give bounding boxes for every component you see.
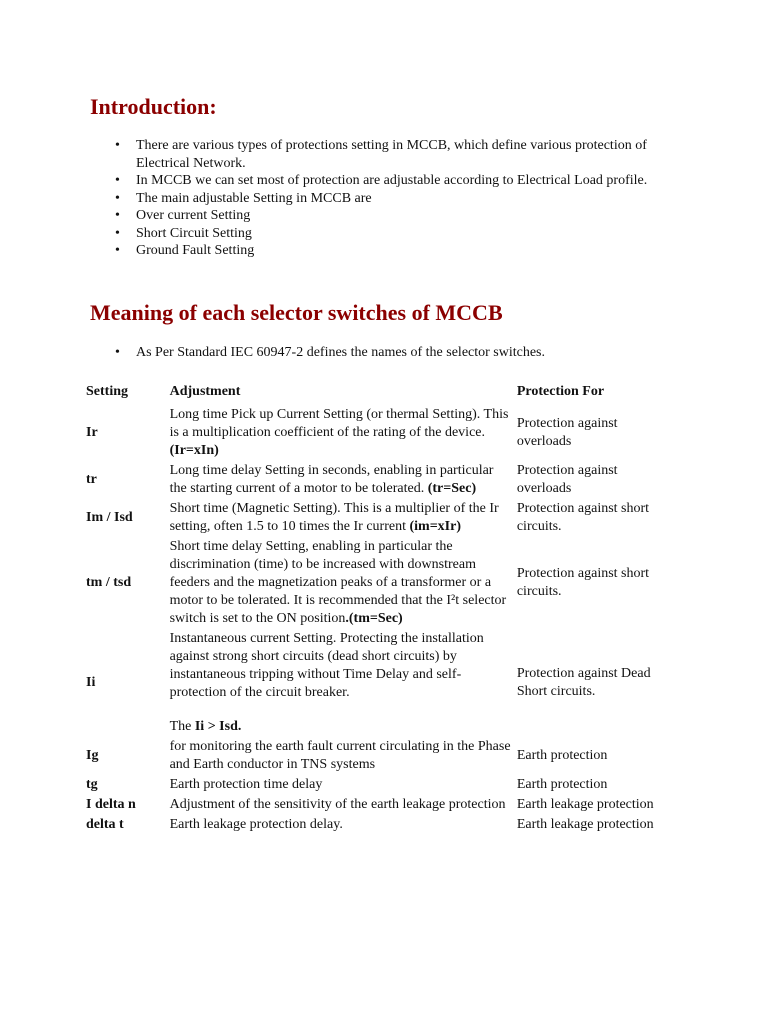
formula: (im=xIr) (409, 519, 461, 534)
bullet-icon: • (115, 190, 120, 206)
adjustment-cell: Earth leakage protection delay. (169, 817, 343, 832)
introduction-list (91, 137, 681, 260)
protection-cell: Earth leakage protection (516, 817, 654, 832)
list-item: • In MCCB we can set most of protection are adjustable according to Electrical Load profile. (115, 173, 648, 188)
protection-cell: Protection against overloads (516, 463, 618, 496)
header-adjustment: Adjustment (169, 384, 241, 399)
table-row (84, 537, 664, 629)
table-row (84, 499, 664, 537)
adjustment-cell: Long time Pick up Current Setting (or thermal Setting). This is a multiplication coefficient of the rating of the device. (Ir=xIn) (169, 407, 509, 458)
introduction-heading: Introduction: (90, 94, 217, 119)
protection-cell: Protection against overloads (516, 416, 618, 449)
table-header-row (84, 381, 664, 405)
protection-cell: Earth leakage protection (516, 797, 654, 812)
meaning-heading: Meaning of each selector switches of MCCB (90, 300, 503, 325)
adjustment-cell: Short time (Magnetic Setting). This is a multiplier of the Ir setting, often 1.5 to 10 times the Ir current (im=xIr) (169, 501, 499, 534)
list-item: • The main adjustable Setting in MCCB are (115, 190, 372, 206)
protection-cell: Protection against short circuits. (516, 501, 650, 534)
table-row (84, 815, 664, 835)
list-item: • As Per Standard IEC 60947-2 defines the names of the selector switches. (115, 345, 546, 360)
bullet-icon: • (115, 243, 120, 258)
setting-cell: Ii (86, 675, 96, 690)
adjustment-cell: Adjustment of the sensitivity of the earth leakage protection (169, 797, 506, 812)
setting-cell: delta t (86, 817, 124, 832)
adjustment-cell: Long time delay Setting in seconds, enabling in particular the starting current of a motor to be tolerated. (tr=Sec) (169, 463, 494, 496)
setting-cell: Ir (86, 425, 98, 440)
setting-cell: I delta n (86, 797, 136, 812)
bullet-icon: • (115, 225, 120, 241)
settings-table (84, 381, 664, 835)
bullet-icon: • (115, 173, 120, 188)
adjustment-cell: Short time delay Setting, enabling in particular the discrimination (time) to be increased with downstream feeders and the magnetization peaks of a transformer or a motor to be tolerated. It is recommended that the I²t selector switch is set to the ON position.(tm=Sec) (169, 539, 507, 626)
table-row (84, 775, 664, 795)
note: The Ii > Isd. (169, 719, 242, 734)
list-item: • Short Circuit Setting (115, 225, 252, 241)
table-row (84, 795, 664, 815)
formula: .(tm=Sec) (345, 611, 403, 626)
list-item: • Over current Setting (115, 208, 251, 223)
protection-cell: Protection against short circuits. (516, 566, 650, 599)
setting-cell: Ig (86, 748, 99, 763)
adjustment-cell: Instantaneous current Setting. Protecting the installation against strong short circuits (dead short circuits) by instantaneous tripping without Time Delay and self-protection of the circuit breaker. The Ii > Isd. (168, 629, 515, 737)
table-row (84, 461, 664, 499)
bullet-icon: • (115, 138, 120, 153)
table-row (84, 405, 664, 461)
header-protection: Protection For (516, 384, 605, 399)
formula: (Ir=xIn) (169, 443, 219, 458)
list-item: • Ground Fault Setting (115, 243, 255, 258)
protection-cell: Earth protection (516, 777, 608, 792)
adjustment-cell: for monitoring the earth fault current circulating in the Phase and Earth conductor in TNS systems (169, 739, 511, 772)
setting-cell: Im / Isd (86, 510, 133, 525)
table-row (84, 737, 664, 775)
meaning-list (91, 344, 691, 362)
bullet-icon: • (115, 345, 120, 360)
table-row (84, 629, 664, 737)
protection-cell: Earth protection (516, 748, 608, 763)
setting-cell: tg (86, 777, 98, 792)
formula: (tr=Sec) (427, 481, 477, 496)
bullet-icon: • (115, 208, 120, 223)
list-item: • There are various types of protections setting in MCCB, which define various protection of Electrical Network. (115, 138, 647, 171)
protection-cell: Protection against Dead Short circuits. (516, 666, 651, 699)
adjustment-cell: Earth protection time delay (169, 777, 323, 792)
setting-cell: tr (86, 472, 97, 487)
header-setting: Setting (86, 384, 128, 399)
setting-cell: tm / tsd (86, 575, 132, 590)
